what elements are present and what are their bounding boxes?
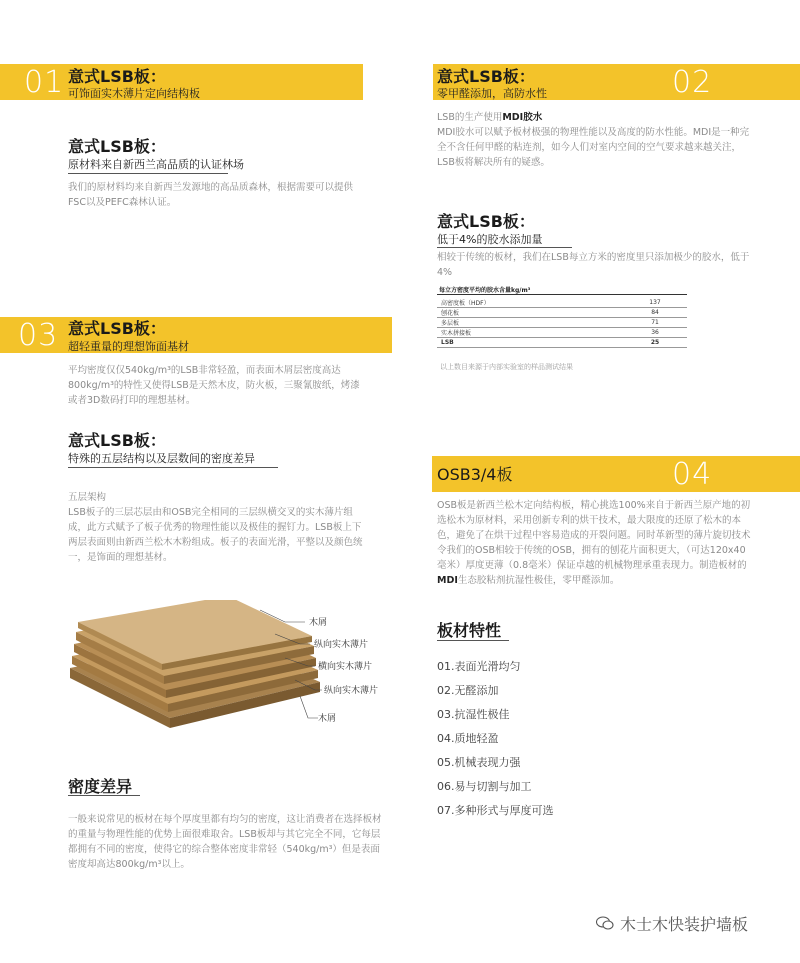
glue-table-value: 137 bbox=[623, 298, 687, 308]
section-03-body: 平均密度仅仅540kg/m³的LSB非常轻盈，而表面木屑层密度高达800kg/m³的特性又使得LSB是天然木皮，防火板，三聚氰胺纸，烤漆或者3D数码打印的理想基材。 bbox=[68, 365, 360, 406]
section-03-bar bbox=[0, 317, 392, 353]
section-01-title: 意式LSB板： bbox=[68, 67, 166, 86]
layer-body: LSB板子的三层芯层由和OSB完全相同的三层纵横交叉的实木薄片组成，此方式赋予了板子优秀的物理性能以及极佳的握钉力。LSB板上下两层表面则由新西兰松木木粉组成。板子的表面光滑，平整以及颜色统一，是饰面的理想基材。 bbox=[68, 507, 363, 563]
feature-item: 07.多种形式与厚度可选 bbox=[437, 804, 554, 817]
layer-label-5: 木屑 bbox=[318, 714, 337, 724]
brand-name: 木士木快装护墙板 bbox=[620, 915, 749, 934]
features-underline bbox=[437, 640, 509, 641]
layer-underline bbox=[68, 467, 278, 468]
section-01-number: 01 bbox=[24, 65, 65, 100]
section-02-body bbox=[437, 110, 755, 170]
layer-subtitle: 特殊的五层结构以及层数间的密度差异 bbox=[68, 452, 255, 465]
layer-label-4: 纵向实木薄片 bbox=[324, 686, 379, 696]
layer-label: 五层架构 bbox=[68, 492, 107, 503]
section-02-subtitle: 零甲醛添加，高防水性 bbox=[437, 87, 547, 100]
glue-table-material: 多层板 bbox=[437, 318, 623, 328]
layer-label-2: 纵向实木薄片 bbox=[314, 640, 369, 650]
glue-table-grid bbox=[437, 298, 687, 348]
feature-item: 06.易与切割与加工 bbox=[437, 780, 532, 793]
glue-table-title: 每立方密度平均的胶水含量kg/m³ bbox=[437, 285, 687, 295]
section-04-text-a: OSB板是新西兰松木定向结构板，精心挑选100%来自于新西兰原产地的初选松木为原材料，采用创新专利的烘干技术，最大限度的还原了松木的本色，避免了在烘干过程中容易造成的开裂问题。同时革新型的薄片旋切技术令我们的OSB相较于传统的OSB，拥有的刨花片面积更大，（可达120x40毫米）厚度更薄（0.8毫米）保证卓越的机械物理承重表现力。制造板材的 bbox=[437, 500, 751, 571]
features-title: 板材特性 bbox=[437, 621, 502, 640]
section-04-text-bold: MDI bbox=[437, 575, 458, 586]
section-02-number: 02 bbox=[672, 65, 713, 100]
material-subtitle: 原材料来自新西兰高品质的认证林场 bbox=[68, 158, 244, 171]
section-02-title: 意式LSB板： bbox=[437, 67, 535, 86]
glue-table-material: LSB bbox=[437, 338, 623, 348]
layer-label-1: 木屑 bbox=[309, 618, 328, 628]
glue-table-row bbox=[437, 298, 687, 308]
glue-table-row bbox=[437, 328, 687, 338]
section-04-text-b: 生态胶粘剂抗湿性极佳，零甲醛添加。 bbox=[457, 575, 620, 586]
section-01-subtitle: 可饰面实木薄片定向结构板 bbox=[68, 87, 200, 100]
glue-table-value: 71 bbox=[623, 318, 687, 328]
glue-table-row bbox=[437, 318, 687, 328]
section-02-paragraph: MDI胶水可以赋予板材极强的物理性能以及高度的防水性能。MDI是一种完全不含任何甲醛的粘连剂，如今人们对室内空间的空气要求越来越关注，LSB板将解决所有的疑惑。 bbox=[437, 127, 750, 168]
feature-item: 05.机械表现力强 bbox=[437, 756, 521, 769]
feature-item: 01.表面光滑均匀 bbox=[437, 660, 521, 673]
material-underline bbox=[68, 173, 228, 174]
feature-item: 03.抗湿性极佳 bbox=[437, 708, 510, 721]
glue-underline bbox=[437, 247, 572, 248]
section-04-title: OSB3/4板 bbox=[437, 465, 513, 484]
glue-title: 意式LSB板： bbox=[437, 212, 535, 231]
glue-table-note: 以上数目来源于内部实验室的样品测试结果 bbox=[440, 363, 573, 371]
glue-table-value: 84 bbox=[623, 308, 687, 318]
leader-line-5 bbox=[300, 696, 318, 718]
density-title: 密度差异 bbox=[68, 777, 133, 796]
feature-item: 02.无醛添加 bbox=[437, 684, 499, 697]
section-04-number: 04 bbox=[672, 457, 713, 492]
mdi-line-bold: MDI胶水 bbox=[502, 112, 543, 123]
feature-item: 04.质地轻盈 bbox=[437, 732, 499, 745]
glue-body: 相较于传统的板材，我们在LSB每立方米的密度里只添加极少的胶水，低于4% bbox=[437, 252, 750, 278]
glue-table-value: 25 bbox=[623, 338, 687, 348]
layer-label-3: 横向实木薄片 bbox=[318, 662, 373, 672]
section-04-body bbox=[437, 498, 753, 588]
mdi-line-prefix: LSB的生产使用 bbox=[437, 112, 503, 123]
wechat-icon bbox=[596, 915, 614, 929]
layer-title: 意式LSB板： bbox=[68, 431, 166, 450]
density-underline bbox=[68, 795, 140, 796]
glue-table-value: 36 bbox=[623, 328, 687, 338]
glue-table bbox=[437, 285, 687, 348]
board-layers-illustration bbox=[60, 600, 390, 750]
glue-subtitle: 低于4%的胶水添加量 bbox=[437, 233, 543, 246]
features-list bbox=[437, 655, 554, 823]
material-title: 意式LSB板： bbox=[68, 137, 166, 156]
section-03-number: 03 bbox=[18, 318, 59, 353]
section-03-title: 意式LSB板： bbox=[68, 319, 166, 338]
glue-table-row bbox=[437, 338, 687, 348]
glue-table-material: 高密度板（HDF） bbox=[437, 298, 623, 308]
glue-table-material: 刨花板 bbox=[437, 308, 623, 318]
glue-table-material: 实木拼接板 bbox=[437, 328, 623, 338]
density-body: 一般来说常见的板材在每个厚度里都有均匀的密度，这让消费者在选择板材的重量与物理性能的优势上面很难取舍。LSB板却与其它完全不同，它每层都拥有不同的密度，使得它的综合整体密度非常轻（540kg/m³）但是表面密度却高达800kg/m³以上。 bbox=[68, 814, 382, 870]
glue-table-row bbox=[437, 308, 687, 318]
section-03-subtitle: 超轻重量的理想饰面基材 bbox=[68, 340, 189, 353]
material-body: 我们的原材料均来自新西兰发源地的高品质森林，根据需要可以提供FSC以及PEFC森林认证。 bbox=[68, 182, 354, 208]
